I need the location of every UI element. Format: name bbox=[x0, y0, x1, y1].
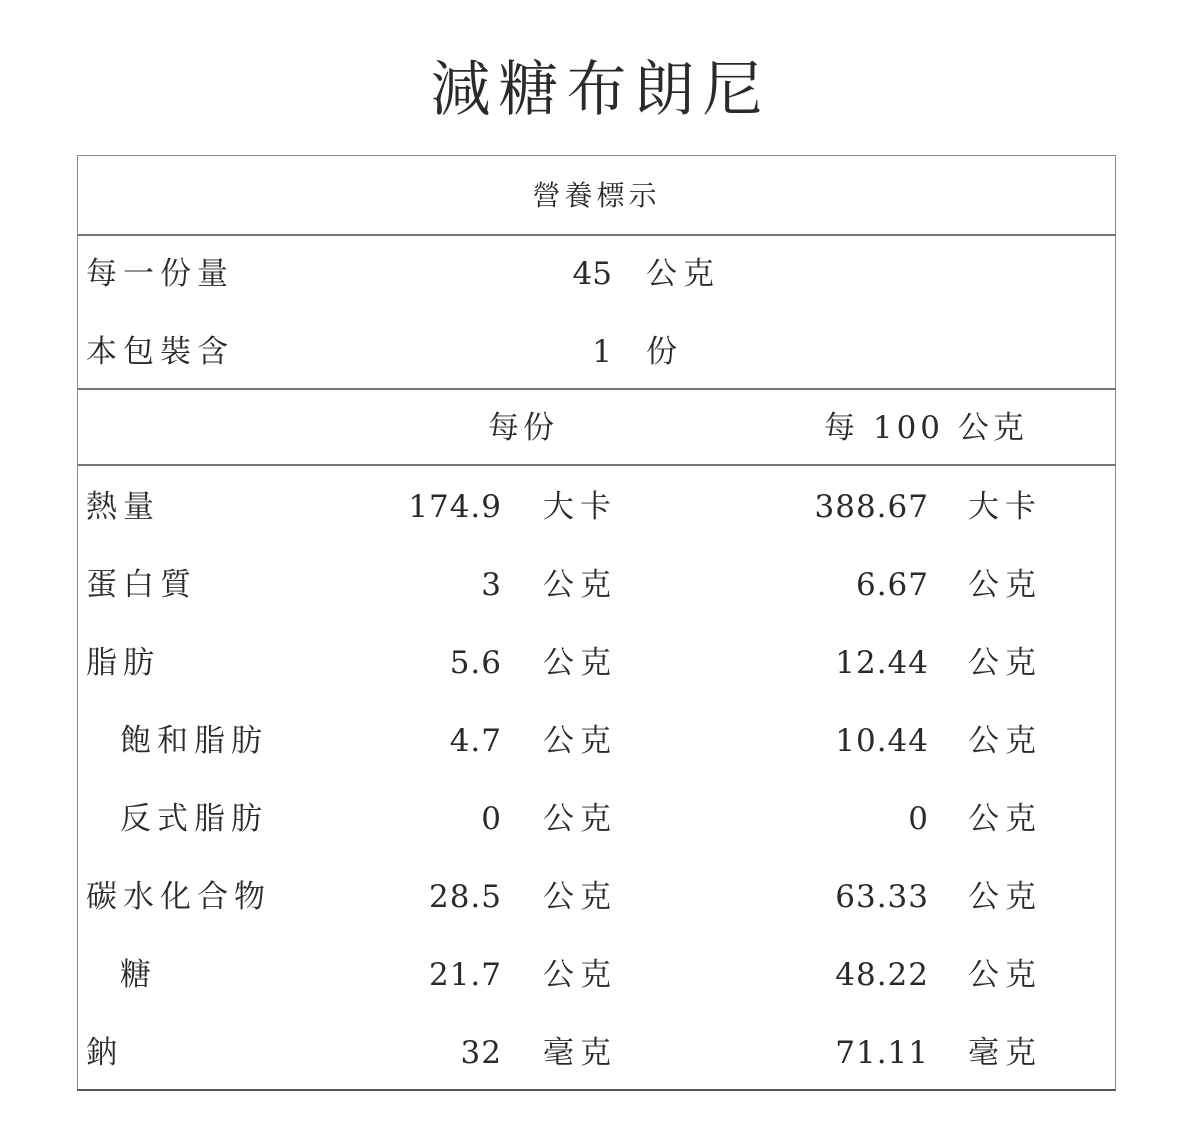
per-serving-unit: 公克 bbox=[543, 879, 617, 915]
nutrient-row bbox=[78, 877, 1115, 917]
per-serving-value: 28.5 bbox=[428, 879, 502, 915]
nutrition-label bbox=[77, 155, 1116, 1091]
serving-info bbox=[78, 236, 1115, 390]
per-100g-unit: 大卡 bbox=[968, 489, 1042, 525]
serving-size-unit: 公克 bbox=[646, 256, 720, 292]
nutrient-name: 鈉 bbox=[86, 1035, 123, 1071]
per-100g-value: 12.44 bbox=[835, 645, 929, 681]
per-100g-unit: 公克 bbox=[968, 801, 1042, 837]
nutrient-row bbox=[78, 1033, 1115, 1073]
column-headers bbox=[78, 390, 1115, 466]
servings-per-package-unit: 份 bbox=[646, 334, 683, 370]
nutrient-row bbox=[78, 487, 1115, 527]
per-serving-unit: 公克 bbox=[543, 723, 617, 759]
per-serving-value: 3 bbox=[481, 567, 502, 603]
nutrient-name: 脂肪 bbox=[86, 645, 160, 681]
per-serving-value: 4.7 bbox=[449, 723, 502, 759]
per-serving-unit: 毫克 bbox=[543, 1035, 617, 1071]
per-serving-value: 21.7 bbox=[428, 957, 502, 993]
nutrient-row bbox=[78, 643, 1115, 683]
per-100g-value: 388.67 bbox=[814, 489, 929, 525]
per-100g-value: 10.44 bbox=[835, 723, 929, 759]
nutrient-name: 反式脂肪 bbox=[120, 801, 268, 837]
label-header-text: 營養標示 bbox=[532, 179, 661, 212]
per-100g-value: 0 bbox=[908, 801, 929, 837]
nutrient-name: 蛋白質 bbox=[86, 567, 197, 603]
per-serving-unit: 公克 bbox=[543, 567, 617, 603]
servings-per-package-label: 本包裝含 bbox=[86, 334, 234, 370]
column-per-100g: 每 100 公克 bbox=[824, 410, 1028, 446]
per-100g-value: 6.67 bbox=[855, 567, 929, 603]
per-100g-unit: 毫克 bbox=[968, 1035, 1042, 1071]
per-serving-unit: 公克 bbox=[543, 957, 617, 993]
per-serving-unit: 公克 bbox=[543, 801, 617, 837]
serving-size-label: 每一份量 bbox=[86, 256, 234, 292]
serving-size-value: 45 bbox=[572, 256, 612, 292]
nutrient-row bbox=[78, 721, 1115, 761]
column-per-serving: 每份 bbox=[488, 410, 558, 446]
nutrient-name: 飽和脂肪 bbox=[120, 723, 268, 759]
per-100g-value: 71.11 bbox=[835, 1035, 929, 1071]
column-header-row bbox=[78, 408, 1115, 448]
per-serving-value: 5.6 bbox=[449, 645, 502, 681]
servings-per-package-value: 1 bbox=[592, 334, 612, 370]
per-100g-unit: 公克 bbox=[968, 567, 1042, 603]
nutrient-name: 糖 bbox=[120, 957, 157, 993]
nutrient-row bbox=[78, 565, 1115, 605]
per-100g-unit: 公克 bbox=[968, 645, 1042, 681]
per-serving-value: 0 bbox=[481, 801, 502, 837]
per-100g-unit: 公克 bbox=[968, 723, 1042, 759]
nutrient-row bbox=[78, 799, 1115, 839]
per-100g-unit: 公克 bbox=[968, 879, 1042, 915]
nutrient-row bbox=[78, 955, 1115, 995]
per-serving-unit: 大卡 bbox=[543, 489, 617, 525]
product-title: 減糖布朗尼 bbox=[430, 55, 771, 125]
per-100g-unit: 公克 bbox=[968, 957, 1042, 993]
nutrient-name: 熱量 bbox=[86, 489, 160, 525]
serving-size-row bbox=[78, 254, 1115, 294]
servings-per-package-row bbox=[78, 332, 1115, 372]
per-serving-value: 32 bbox=[460, 1035, 502, 1071]
per-100g-value: 48.22 bbox=[835, 957, 929, 993]
per-serving-unit: 公克 bbox=[543, 645, 617, 681]
nutrient-name: 碳水化合物 bbox=[86, 879, 271, 915]
per-100g-value: 63.33 bbox=[835, 879, 929, 915]
per-serving-value: 174.9 bbox=[408, 489, 502, 525]
label-header bbox=[78, 156, 1115, 236]
